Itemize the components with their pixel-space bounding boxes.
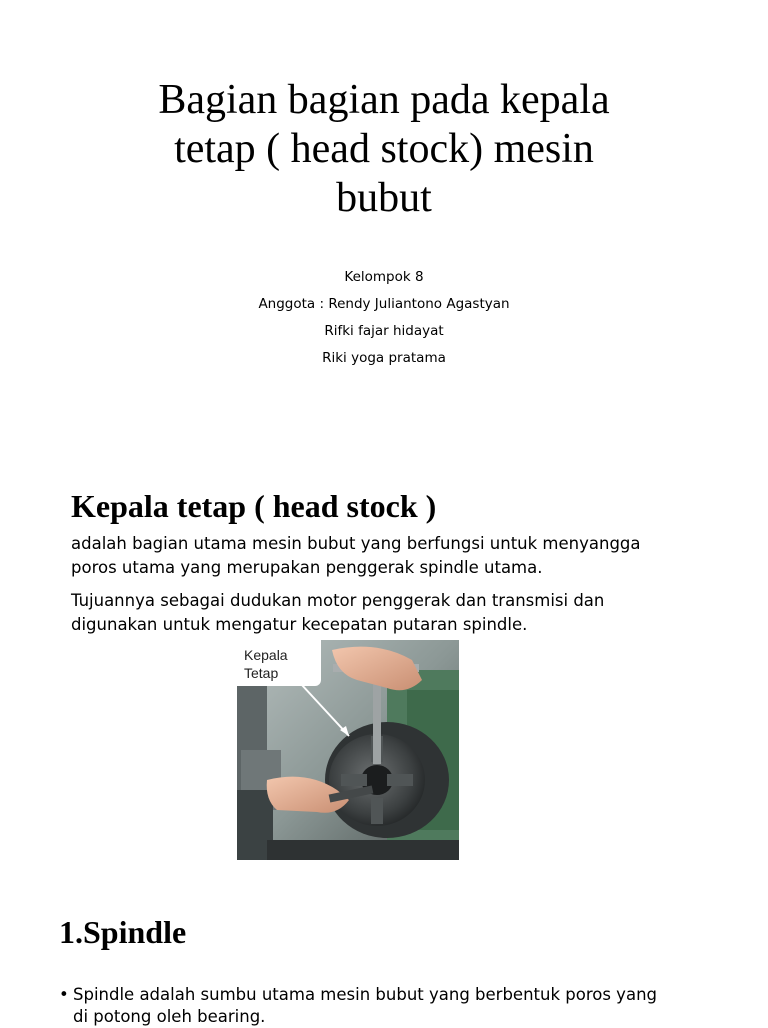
bullet-icon: • <box>59 985 69 1004</box>
title-line: bubut <box>336 175 432 221</box>
headstock-photo <box>237 640 459 860</box>
slide-heading: 1.Spindle <box>59 914 187 950</box>
bullet-list <box>59 984 729 1028</box>
title-line: Bagian bagian pada kepala <box>158 77 610 123</box>
paragraph-line: adalah bagian utama mesin bubut yang berfungsi untuk menyangga <box>71 534 641 553</box>
headstock-slide <box>0 444 768 888</box>
spindle-slide <box>0 888 768 1024</box>
title-slide <box>0 0 768 444</box>
slide-heading: Kepala tetap ( head stock ) <box>71 488 437 524</box>
bullet-line: di potong oleh bearing. <box>73 1007 266 1026</box>
member-line: Rifki fajar hidayat <box>324 323 444 339</box>
definition-paragraph <box>71 532 731 580</box>
photo-label <box>237 640 321 686</box>
presentation-title <box>84 76 684 223</box>
member-line: Riki yoga pratama <box>322 350 446 366</box>
label-line: Kepala <box>244 647 288 663</box>
label-line: Tetap <box>244 665 279 681</box>
group-name: Kelompok 8 <box>344 269 424 285</box>
purpose-paragraph <box>71 589 731 637</box>
bullet-line: Spindle adalah sumbu utama mesin bubut yang berbentuk poros yang <box>73 985 657 1004</box>
bullet-item <box>59 984 729 1028</box>
paragraph-line: digunakan untuk mengatur kecepatan putaran spindle. <box>71 615 528 634</box>
title-line: tetap ( head stock) mesin <box>174 126 594 172</box>
group-members <box>184 264 584 372</box>
member-line: Anggota : Rendy Juliantono Agastyan <box>258 296 510 312</box>
paragraph-line: poros utama yang merupakan penggerak spindle utama. <box>71 558 543 577</box>
paragraph-line: Tujuannya sebagai dudukan motor penggerak dan transmisi dan <box>71 591 605 610</box>
